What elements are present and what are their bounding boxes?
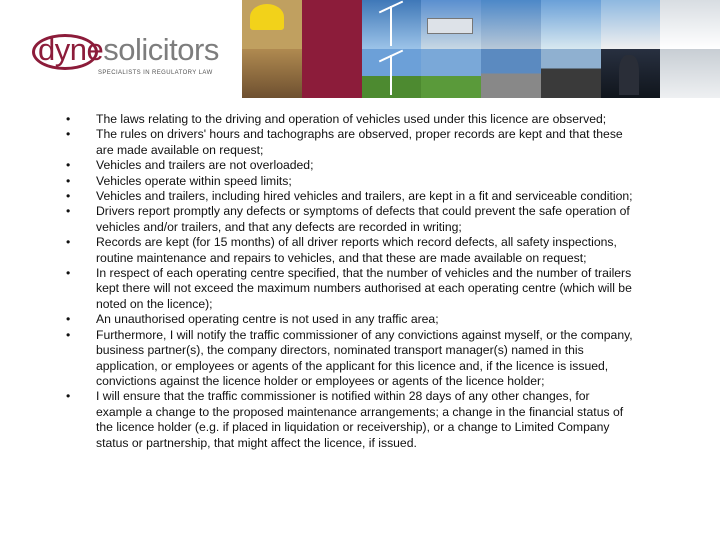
- list-item: [66, 266, 636, 312]
- wind-turbine-icon-2: [390, 55, 392, 95]
- bullet: •: [66, 204, 71, 219]
- bullet: •: [66, 189, 71, 204]
- wind-turbine-photo: [362, 0, 422, 49]
- traffic-photo: [541, 49, 601, 98]
- bullet: •: [66, 158, 71, 173]
- header-photo-band: [242, 0, 720, 98]
- businesswoman-photo: [660, 49, 720, 98]
- lorry-icon: [427, 18, 473, 34]
- list-item: [66, 328, 636, 390]
- businessman-photo: [601, 49, 661, 98]
- bullet: •: [66, 127, 71, 142]
- countryside-photo: [421, 49, 481, 98]
- logo-brand-dyne: dyne: [38, 32, 104, 67]
- list-item-text: I will ensure that the traffic commissioner is notified within 28 days of any other changes, for example a change to the proposed maintenance arrangements; a change in the financial status of the licence holder (e.g. if placed in liquidation or receivership), or a change to Limited Company status or partnership, that might affect the licence, if issued.: [96, 389, 624, 450]
- person-icon: [619, 55, 639, 95]
- list-item-text: The rules on drivers' hours and tachographs are observed, proper records are kept and that these are made available on request;: [96, 127, 623, 157]
- logo-tagline: SPECIALISTS IN REGULATORY LAW: [98, 70, 213, 76]
- list-item-text: Vehicles and trailers are not overloaded;: [96, 158, 314, 173]
- bullet: •: [66, 235, 71, 250]
- list-item-text: In respect of each operating centre specified, that the number of vehicles and the number of trailers kept there will not exceed the maximum numbers authorised at each operating centre (which will be noted on the licence);: [96, 266, 632, 311]
- cloud-photo: [541, 0, 601, 49]
- quarry-photo: [242, 49, 302, 98]
- logo-wordmark: [38, 34, 219, 65]
- list-item-text: Vehicles and trailers, including hired vehicles and trailers, are kept in a fit and serviceable condition;: [96, 189, 633, 204]
- list-item-text: Furthermore, I will notify the traffic commissioner of any convictions against myself, or the company, business partner(s), the company directors, nominated transport manager(s) named in this application, or employees or agents of the applicant for this licence and, if the licence is issued, convictions against the licence holder or employees or agents of the licence holder;: [96, 327, 633, 388]
- bullet: •: [66, 173, 71, 188]
- sky-photo: [481, 0, 541, 49]
- wind-turbine-icon: [390, 6, 392, 46]
- bullet: •: [66, 389, 71, 404]
- list-item: [66, 158, 636, 173]
- list-item-text: Drivers report promptly any defects or symptoms of defects that could prevent the safe operation of vehicles and/or trailers, and that any defects are recorded in writing;: [96, 204, 630, 234]
- undertakings-list: [66, 112, 636, 451]
- list-item: [66, 312, 636, 327]
- list-item: [66, 127, 636, 158]
- list-item: [66, 189, 636, 204]
- list-item: [66, 389, 636, 451]
- bullet: •: [66, 312, 71, 327]
- hard-hat-icon: [250, 4, 284, 30]
- brand-color-block: [302, 0, 362, 49]
- bullet: •: [66, 112, 71, 126]
- list-item-text: An unauthorised operating centre is not used in any traffic area;: [96, 312, 439, 327]
- field-turbine-photo: [362, 49, 422, 98]
- list-item-text: The laws relating to the driving and operation of vehicles used under this licence are observed;: [96, 112, 607, 126]
- bullet: •: [66, 266, 71, 281]
- list-item: [66, 204, 636, 235]
- undertakings-list-container: [66, 112, 636, 451]
- list-item-text: Vehicles operate within speed limits;: [96, 173, 292, 188]
- list-item: [66, 235, 636, 266]
- list-item: [66, 112, 636, 127]
- motorway-photo: [481, 49, 541, 98]
- hard-hat-photo: [242, 0, 302, 49]
- list-item-text: Records are kept (for 15 months) of all driver reports which record defects, all safety inspections, routine maintenance and repairs to vehicles, and that these are made available on request;: [96, 235, 617, 265]
- dyne-solicitors-logo[interactable]: [32, 30, 232, 80]
- header: [0, 0, 720, 100]
- list-item: [66, 174, 636, 189]
- sky-photo-2: [601, 0, 661, 49]
- bullet: •: [66, 327, 71, 342]
- brand-color-block-2: [302, 49, 362, 98]
- lorry-photo: [421, 0, 481, 49]
- logo-brand-solicitors: solicitors: [103, 32, 219, 67]
- person-photo: [660, 0, 720, 49]
